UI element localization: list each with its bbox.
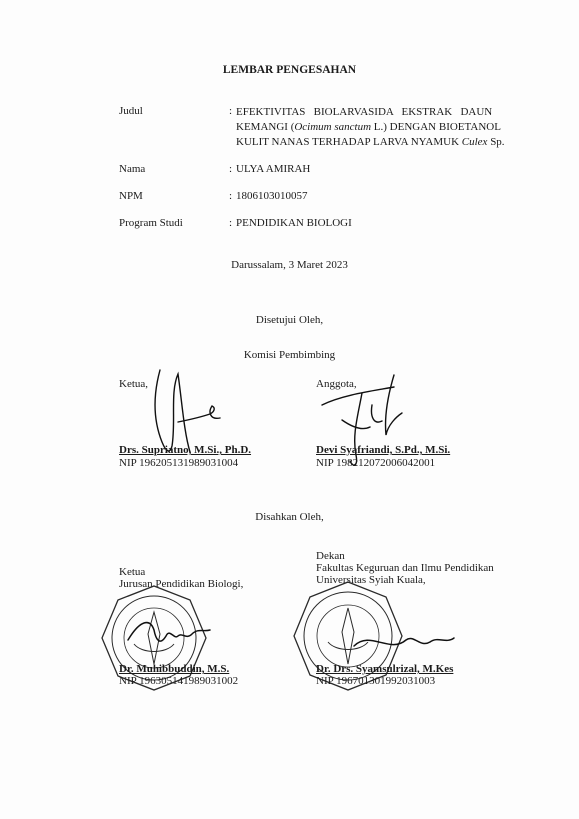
place-date: Darussalam, 3 Maret 2023 bbox=[231, 259, 348, 271]
approved-by: Disetujui Oleh, bbox=[255, 314, 324, 326]
nama-value: ULYA AMIRAH bbox=[236, 163, 311, 175]
dept-head-signature bbox=[120, 610, 220, 660]
judul-line-1: EFEKTIVITAS BIOLARVASIDA EKSTRAK DAUN bbox=[236, 106, 493, 118]
dean-name: Dr. Drs. Syamsulrizal, M.Kes bbox=[316, 663, 454, 675]
dean-university: Universitas Syiah Kuala, bbox=[316, 574, 426, 586]
judul-line-3b: Sp. bbox=[487, 136, 505, 148]
judul-line-3a: KULIT NANAS TERHADAP LARVA NYAMUK bbox=[236, 136, 462, 148]
npm-value: 1806103010057 bbox=[236, 190, 308, 202]
ratified-by: Disahkan Oleh, bbox=[255, 511, 324, 523]
npm-label: NPM bbox=[119, 190, 143, 202]
judul-value bbox=[236, 105, 508, 150]
judul-line-3 bbox=[236, 135, 508, 150]
anggota-nip: NIP 198212072006042001 bbox=[316, 457, 436, 469]
dept-head-nip: NIP 196305141989031002 bbox=[119, 675, 239, 687]
judul-line-2-italic: Ocimum sanctum bbox=[294, 121, 372, 133]
judul-line-3-italic: Culex bbox=[461, 136, 488, 148]
ketua-role: Ketua, bbox=[119, 378, 149, 390]
ketua-name: Drs. Supriatno, M.Si., Ph.D. bbox=[119, 444, 252, 456]
prodi-value: PENDIDIKAN BIOLOGI bbox=[236, 217, 352, 229]
judul-line-2 bbox=[236, 120, 508, 135]
dean-nip: NIP 196701301992031003 bbox=[316, 675, 436, 687]
nama-colon: : bbox=[229, 163, 233, 175]
anggota-role: Anggota, bbox=[316, 378, 357, 390]
judul-label: Judul bbox=[119, 105, 143, 117]
dept-head-unit: Jurusan Pendidikan Biologi, bbox=[119, 578, 244, 590]
dean-role: Dekan bbox=[316, 550, 345, 562]
judul-colon: : bbox=[229, 105, 233, 117]
npm-colon: : bbox=[229, 190, 233, 202]
ketua-nip: NIP 196205131989031004 bbox=[119, 457, 239, 469]
page-title: LEMBAR PENGESAHAN bbox=[222, 64, 357, 76]
dean-signature bbox=[350, 624, 460, 664]
anggota-name: Devi Syafriandi, S.Pd., M.Si. bbox=[316, 444, 451, 456]
nama-label: Nama bbox=[119, 163, 146, 175]
dept-head-name: Dr. Muhibbuddin, M.S. bbox=[119, 663, 230, 675]
dept-head-role: Ketua bbox=[119, 566, 146, 578]
judul-line-2a: KEMANGI ( bbox=[236, 121, 295, 133]
prodi-colon: : bbox=[229, 217, 233, 229]
prodi-label: Program Studi bbox=[119, 217, 183, 229]
judul-line-2b: L.) DENGAN BIOETANOL bbox=[371, 121, 501, 133]
dean-faculty: Fakultas Keguruan dan Ilmu Pendidikan bbox=[316, 562, 494, 574]
committee-title: Komisi Pembimbing bbox=[243, 349, 336, 361]
